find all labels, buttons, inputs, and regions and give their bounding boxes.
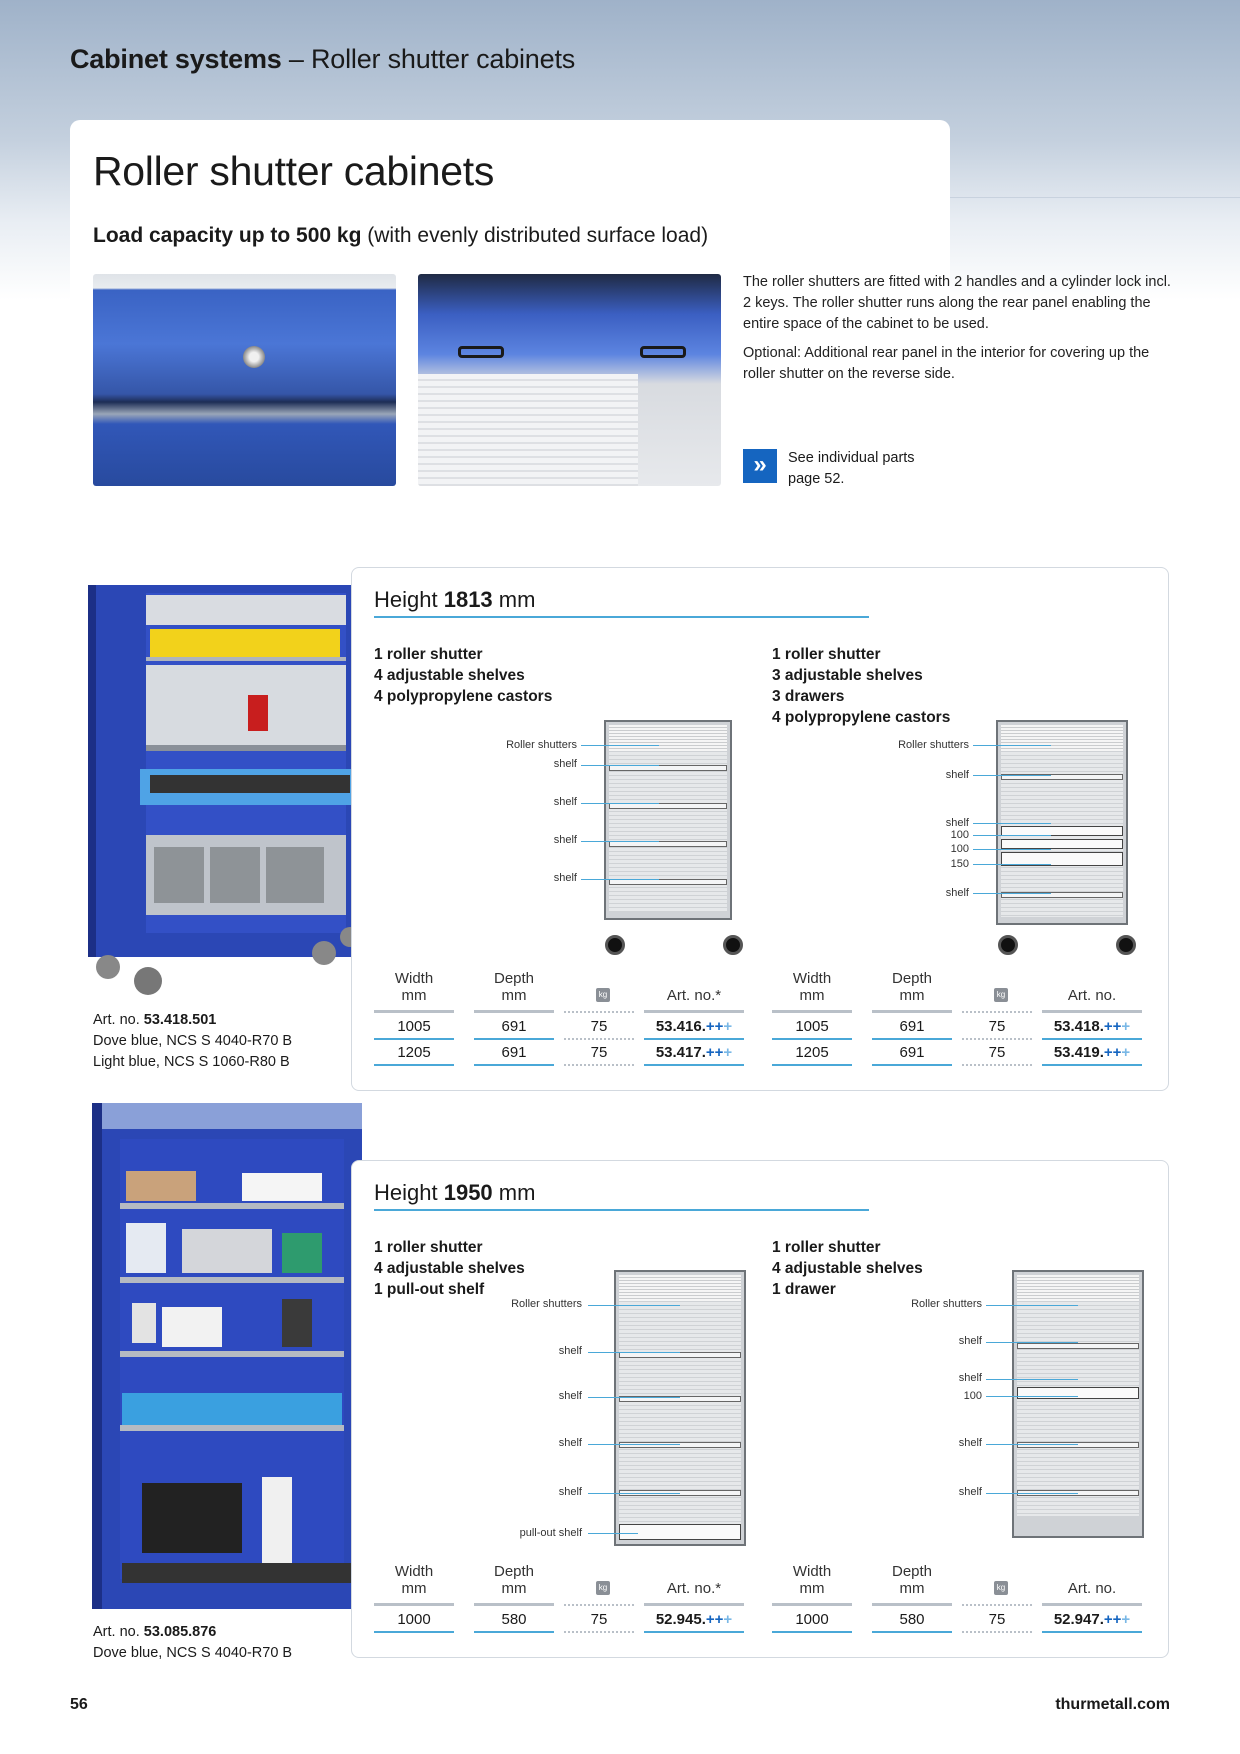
callout-label: shelf	[958, 1486, 982, 1498]
caption-art-prefix: Art. no.	[93, 1624, 144, 1640]
subtitle-bold: Load capacity up to 500 kg	[93, 224, 362, 247]
art-no-text: 53.419.	[1053, 1044, 1104, 1061]
feature-line: 4 adjustable shelves	[772, 1260, 923, 1277]
callout-label: shelf	[945, 887, 969, 899]
row-rule	[474, 1038, 554, 1040]
callout-line	[973, 864, 1051, 865]
callout-label: shelf	[958, 1372, 982, 1384]
header-rule	[872, 1010, 952, 1013]
callout-line	[588, 1397, 680, 1398]
col-header-art: Art. no.	[1067, 1580, 1117, 1597]
drawer	[1017, 1387, 1139, 1399]
callout-label: Roller shutters	[506, 739, 577, 751]
callout-label: shelf	[553, 758, 577, 770]
row-rule	[564, 1038, 634, 1040]
header-rule	[374, 1010, 454, 1013]
row-rule	[962, 1064, 1032, 1066]
col-header-width: Width mm	[394, 1563, 434, 1597]
variant-a-features	[374, 644, 552, 707]
callout-label: shelf	[945, 769, 969, 781]
spec-table-2a	[374, 1563, 744, 1639]
cylinder-lock-icon	[243, 346, 265, 368]
callout-line	[588, 1305, 680, 1306]
cell-load: 75	[988, 1611, 1006, 1628]
caption-1950	[93, 1622, 292, 1664]
callout-label: pull-out shelf	[519, 1527, 582, 1539]
callout-label: shelf	[553, 872, 577, 884]
col-header-art: Art. no.	[1067, 987, 1117, 1004]
header-rule	[1042, 1603, 1142, 1606]
castor-icon	[723, 935, 743, 955]
roller-shutter-head	[1017, 1275, 1139, 1301]
row-rule	[374, 1631, 454, 1633]
see-parts-line1: See individual parts	[788, 450, 915, 466]
cell-art-no	[644, 1018, 744, 1035]
col-header-depth: Depth mm	[493, 970, 535, 1004]
header-rule	[962, 1604, 1032, 1606]
shutter-slats	[609, 752, 727, 912]
row-rule	[772, 1038, 852, 1040]
section-header	[70, 44, 575, 75]
art-suffix: +	[723, 1018, 733, 1035]
callout-line	[973, 893, 1051, 894]
callout-line	[581, 745, 659, 746]
cell-depth: 691	[501, 1044, 527, 1061]
page-subtitle	[93, 224, 708, 248]
row-rule	[564, 1631, 634, 1633]
cell-width: 1005	[795, 1018, 829, 1035]
spec-table-1b	[772, 970, 1142, 1070]
callout-line	[973, 775, 1051, 776]
header-rule	[644, 1010, 744, 1013]
header-rule	[962, 1011, 1032, 1013]
height-label-1813	[374, 587, 535, 613]
cell-load: 75	[988, 1018, 1006, 1035]
header-rest: – Roller shutter cabinets	[281, 44, 576, 74]
lock-detail-photo	[93, 274, 396, 486]
height-rule	[374, 616, 869, 618]
art-no-text: 53.416.	[655, 1018, 706, 1035]
row-rule	[474, 1064, 554, 1066]
row-rule	[1042, 1038, 1142, 1040]
shutter-slats	[418, 374, 638, 486]
row-rule	[1042, 1631, 1142, 1633]
height-rule	[374, 1209, 869, 1211]
caption-color-1: Dove blue, NCS S 4040-R70 B	[93, 1033, 293, 1049]
description-paragraph: Optional: Additional rear panel in the interior for covering up the roller shutter on the reverse side.	[743, 345, 1150, 382]
col-header-art: Art. no.*	[666, 987, 722, 1004]
height-value: 1813	[443, 587, 493, 612]
art-suffix: ++	[1103, 1044, 1122, 1061]
cell-depth: 691	[501, 1018, 527, 1035]
cabinet-diagram-2b	[1012, 1270, 1144, 1538]
callout-line	[973, 835, 1051, 836]
col-header-width: Width mm	[792, 970, 832, 1004]
cell-depth: 580	[501, 1611, 527, 1628]
art-suffix: +	[723, 1611, 733, 1628]
drawer	[1001, 839, 1123, 849]
caption-color-2: Light blue, NCS S 1060-R80 B	[93, 1054, 290, 1070]
feature-line: 4 adjustable shelves	[374, 667, 525, 684]
cabinet-diagram-1a	[604, 720, 732, 920]
height-label-1950	[374, 1180, 535, 1206]
col-header-depth: Depth mm	[891, 970, 933, 1004]
description	[743, 272, 1173, 393]
caption-art-no: 53.418.501	[143, 1012, 217, 1028]
cell-width: 1205	[397, 1044, 431, 1061]
feature-line: 1 pull-out shelf	[374, 1281, 485, 1298]
shutter-slats	[1017, 1302, 1139, 1516]
cell-depth: 580	[899, 1611, 925, 1628]
row-rule	[962, 1631, 1032, 1633]
art-suffix: +	[1121, 1044, 1131, 1061]
shelf-line	[1017, 1442, 1139, 1448]
row-rule	[644, 1631, 744, 1633]
roller-shutter-head	[1001, 725, 1123, 751]
castor-icon	[998, 935, 1018, 955]
variant-b-features	[772, 644, 950, 728]
callout-label: 150	[950, 858, 969, 870]
callout-line	[986, 1396, 1078, 1397]
callout-line	[986, 1444, 1078, 1445]
header-rule	[872, 1603, 952, 1606]
header-rule	[1042, 1010, 1142, 1013]
feature-line: 1 roller shutter	[374, 1239, 483, 1256]
callout-line	[986, 1493, 1078, 1494]
art-suffix: ++	[705, 1611, 724, 1628]
header-rule	[772, 1010, 852, 1013]
shelf-line	[1017, 1343, 1139, 1349]
weight-icon: kg	[596, 1581, 610, 1595]
row-rule	[872, 1064, 952, 1066]
callout-label: shelf	[553, 834, 577, 846]
caption-art-no: 53.085.876	[143, 1624, 217, 1640]
cell-art-no	[1042, 1611, 1142, 1628]
see-parts-line2: page 52.	[788, 471, 845, 487]
callout-label: shelf	[958, 1437, 982, 1449]
callout-label: shelf	[558, 1390, 582, 1402]
see-parts-link[interactable]	[788, 448, 915, 490]
feature-line: 4 polypropylene castors	[374, 688, 553, 705]
callout-label: shelf	[553, 796, 577, 808]
callout-line	[581, 879, 659, 880]
callout-line	[581, 841, 659, 842]
callout-line	[973, 745, 1051, 746]
handle-icon	[458, 346, 504, 358]
row-rule	[644, 1064, 744, 1066]
weight-icon: kg	[994, 988, 1008, 1002]
row-rule	[374, 1064, 454, 1066]
page-title: Roller shutter cabinets	[93, 148, 495, 194]
art-suffix: ++	[705, 1044, 724, 1061]
cabinet-diagram-2a	[614, 1270, 746, 1546]
cell-load: 75	[988, 1044, 1006, 1061]
header-rule	[564, 1604, 634, 1606]
height-prefix: Height	[374, 1180, 444, 1205]
header-rule	[474, 1010, 554, 1013]
callout-label: shelf	[558, 1437, 582, 1449]
header-rule	[374, 1603, 454, 1606]
row-rule	[1042, 1064, 1142, 1066]
feature-line: 1 roller shutter	[374, 646, 483, 663]
callout-line	[581, 765, 659, 766]
roller-shutter-head	[619, 1275, 741, 1301]
header-rule	[564, 1011, 634, 1013]
col-header-art: Art. no.*	[666, 1580, 722, 1597]
row-rule	[772, 1064, 852, 1066]
caption-color-1: Dove blue, NCS S 4040-R70 B	[93, 1645, 293, 1661]
art-suffix: ++	[1103, 1018, 1122, 1035]
cell-width: 1205	[795, 1044, 829, 1061]
roller-shutter-photo	[418, 274, 721, 486]
callout-label: Roller shutters	[911, 1298, 982, 1310]
height-prefix: Height	[374, 587, 444, 612]
col-header-width: Width mm	[792, 1563, 832, 1597]
callout-line	[588, 1493, 680, 1494]
art-suffix: +	[1121, 1018, 1131, 1035]
card-tab-line	[950, 197, 1240, 198]
art-no-text: 52.945.	[655, 1611, 706, 1628]
cell-width: 1000	[795, 1611, 829, 1628]
callout-line	[973, 849, 1051, 850]
feature-line: 4 polypropylene castors	[772, 709, 951, 726]
callout-label: shelf	[558, 1486, 582, 1498]
variant-b-features	[772, 1237, 923, 1300]
row-rule	[962, 1038, 1032, 1040]
header-rule	[474, 1603, 554, 1606]
callout-label: shelf	[558, 1345, 582, 1357]
art-suffix: +	[723, 1044, 733, 1061]
callout-line	[588, 1352, 680, 1353]
variant-a-features	[374, 1237, 525, 1300]
callout-line	[588, 1533, 638, 1534]
callout-label: 100	[963, 1390, 982, 1402]
row-rule	[564, 1064, 634, 1066]
art-no-text: 53.417.	[655, 1044, 706, 1061]
caption-art-prefix: Art. no.	[93, 1012, 144, 1028]
col-header-depth: Depth mm	[493, 1563, 535, 1597]
col-header-width: Width mm	[394, 970, 434, 1004]
shelf-line	[619, 1442, 741, 1448]
description-paragraph: The roller shutters are fitted with 2 handles and a cylinder lock incl. 2 keys. The roller shutter runs along the rear panel enabling the entire space of the cabinet to be used.	[743, 274, 1171, 332]
caption-1813	[93, 1010, 292, 1073]
cell-art-no	[644, 1611, 744, 1628]
roller-shutter-head	[609, 725, 727, 751]
subtitle-rest: (with evenly distributed surface load)	[361, 224, 709, 247]
art-suffix: ++	[705, 1018, 724, 1035]
callout-line	[986, 1305, 1078, 1306]
castor-icon	[1116, 935, 1136, 955]
art-no-text: 52.947.	[1053, 1611, 1104, 1628]
feature-line: 1 drawer	[772, 1281, 836, 1298]
height-unit: mm	[492, 1180, 536, 1205]
cell-depth: 691	[899, 1044, 925, 1061]
header-rule	[772, 1603, 852, 1606]
callout-line	[973, 823, 1051, 824]
spec-table-1a	[374, 970, 744, 1070]
pull-out-shelf	[619, 1524, 741, 1540]
cell-width: 1000	[397, 1611, 431, 1628]
row-rule	[872, 1631, 952, 1633]
spec-table-2b	[772, 1563, 1142, 1639]
row-rule	[374, 1038, 454, 1040]
cell-depth: 691	[899, 1018, 925, 1035]
weight-icon: kg	[596, 988, 610, 1002]
cell-art-no	[644, 1044, 744, 1061]
callout-line	[986, 1379, 1078, 1380]
callout-label: shelf	[958, 1335, 982, 1347]
callout-line	[581, 803, 659, 804]
feature-line: 4 adjustable shelves	[374, 1260, 525, 1277]
height-unit: mm	[492, 587, 536, 612]
callout-line	[588, 1444, 680, 1445]
cell-art-no	[1042, 1044, 1142, 1061]
footer-url[interactable]: thurmetall.com	[1055, 1696, 1170, 1713]
cell-art-no	[1042, 1018, 1142, 1035]
row-rule	[474, 1631, 554, 1633]
double-chevron-right-icon[interactable]: »	[743, 449, 777, 483]
callout-label: 100	[950, 829, 969, 841]
art-no-text: 53.418.	[1053, 1018, 1104, 1035]
row-rule	[872, 1038, 952, 1040]
castor-icon	[605, 935, 625, 955]
cell-load: 75	[590, 1611, 608, 1628]
feature-line: 3 drawers	[772, 688, 845, 705]
row-rule	[644, 1038, 744, 1040]
callout-label: Roller shutters	[511, 1298, 582, 1310]
col-header-depth: Depth mm	[891, 1563, 933, 1597]
callout-line	[986, 1342, 1078, 1343]
weight-icon: kg	[994, 1581, 1008, 1595]
cell-load: 75	[590, 1044, 608, 1061]
cell-width: 1005	[397, 1018, 431, 1035]
header-bold: Cabinet systems	[70, 44, 282, 74]
cell-load: 75	[590, 1018, 608, 1035]
cabinet-photo-1950	[92, 1103, 372, 1613]
art-suffix: ++	[1103, 1611, 1122, 1628]
row-rule	[772, 1631, 852, 1633]
feature-line: 1 roller shutter	[772, 1239, 881, 1256]
handle-icon	[640, 346, 686, 358]
page-number: 56	[70, 1696, 88, 1713]
height-value: 1950	[443, 1180, 493, 1205]
header-rule	[644, 1603, 744, 1606]
feature-line: 1 roller shutter	[772, 646, 881, 663]
callout-label: 100	[950, 843, 969, 855]
feature-line: 3 adjustable shelves	[772, 667, 923, 684]
callout-label: shelf	[945, 817, 969, 829]
callout-label: Roller shutters	[898, 739, 969, 751]
art-suffix: +	[1121, 1611, 1131, 1628]
